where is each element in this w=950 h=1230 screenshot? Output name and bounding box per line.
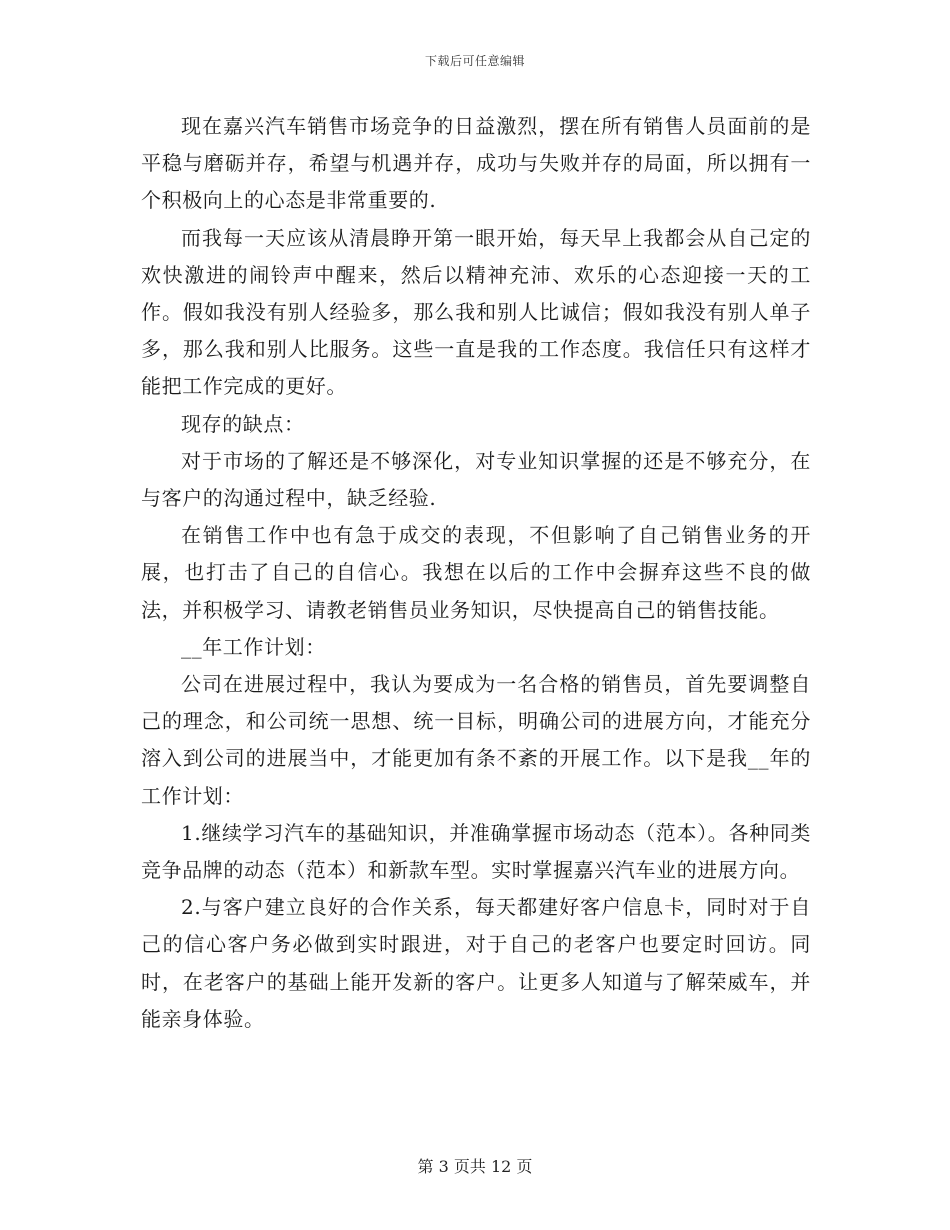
document-body <box>141 108 811 1038</box>
plan-item-2: 2.与客户建立良好的合作关系，每天都建好客户信息卡，同时对于自己的信心客户务必做到实时跟进，对于自己的老客户也要定时回访。同时，在老客户的基础上能开发新的客户。让更多人知道与了解荣威车，并能亲身体验。 <box>141 895 811 1031</box>
plan-item-1: 1.继续学习汽车的基础知识，并准确掌握市场动态（范本）。各种同类竞争品牌的动态（范本）和新款车型。实时掌握嘉兴汽车业的进展方向。 <box>141 820 811 883</box>
paragraph-market-competition: 现在嘉兴汽车销售市场竞争的日益激烈，摆在所有销售人员面前的是平稳与磨砺并存，希望与机遇并存，成功与失败并存的局面，所以拥有一个积极向上的心态是非常重要的. <box>141 114 811 213</box>
heading-work-plan: __年工作计划： <box>181 634 326 659</box>
page-header: 下载后可任意编辑 <box>424 54 525 68</box>
page-footer: 第 3 页共 12 页 <box>417 1157 533 1176</box>
paragraph-market-knowledge: 对于市场的了解还是不够深化，对专业知识掌握的还是不够充分，在与客户的沟通过程中，缺乏经验. <box>141 448 811 511</box>
paragraph-company-alignment: 公司在进展过程中，我认为要成为一名合格的销售员，首先要调整自己的理念，和公司统一思想、统一目标，明确公司的进展方向，才能充分溶入到公司的进展当中，才能更加有条不紊的开展工作。以下是我__年的工作计划： <box>141 672 811 808</box>
paragraph-sales-eagerness: 在销售工作中也有急于成交的表现，不但影响了自己销售业务的开展，也打击了自己的自信心。我想在以后的工作中会摒弃这些不良的做法，并积极学习、请教老销售员业务知识，尽快提高自己的销售技能。 <box>141 523 811 622</box>
heading-shortcomings: 现存的缺点： <box>181 411 305 436</box>
paragraph-daily-attitude: 而我每一天应该从清晨睁开第一眼开始，每天早上我都会从自己定的欢快激进的闹铃声中醒来，然后以精神充沛、欢乐的心态迎接一天的工作。假如我没有别人经验多，那么我和别人比诚信；假如我没有别人单子多，那么我和别人比服务。这些一直是我的工作态度。我信任只有这样才能把工作完成的更好。 <box>141 225 811 399</box>
